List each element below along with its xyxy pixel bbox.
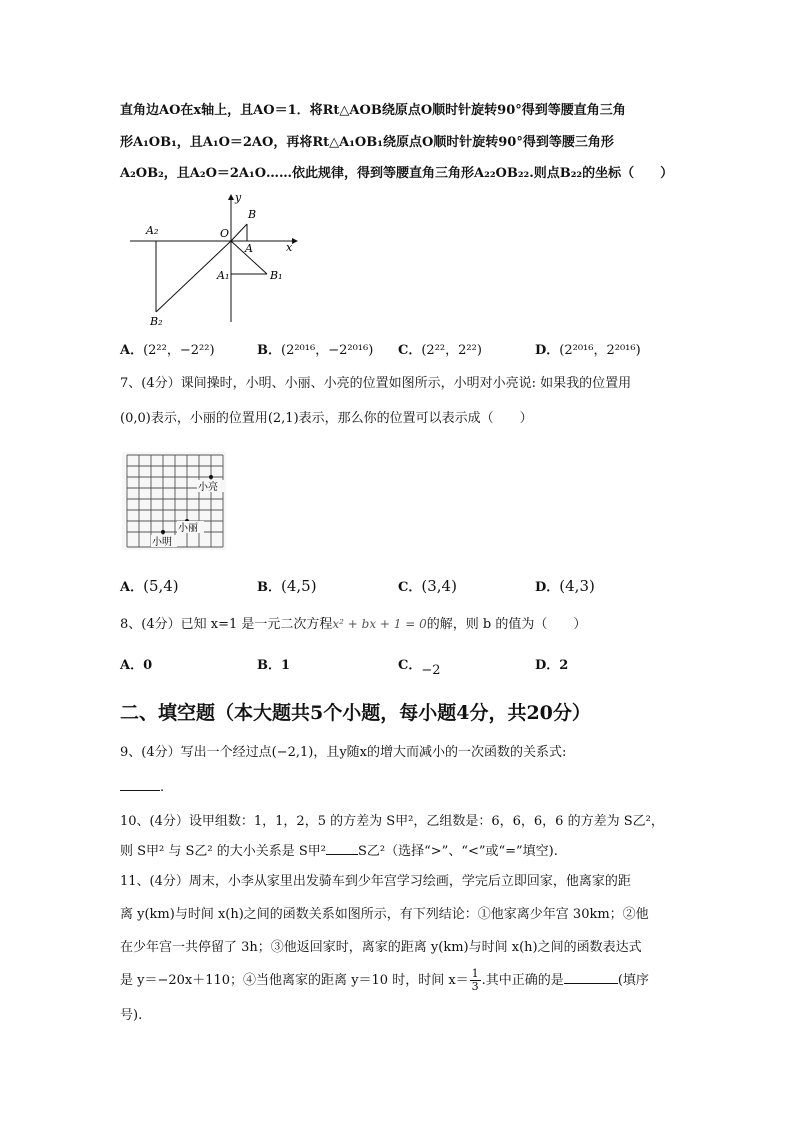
q8-equation: x² + bx + 1 = 0 bbox=[332, 617, 427, 631]
label-a: A bbox=[245, 242, 253, 255]
q8-option-d: D．2 bbox=[535, 658, 569, 673]
q6-option-c: C．(2²²，2²²) bbox=[398, 343, 482, 358]
q8-option-a: A．0 bbox=[120, 658, 153, 673]
q6-rotation-figure bbox=[120, 192, 310, 334]
q10-line-2: 则 S甲² 与 S乙² 的大小关系是 S甲² S乙²（选择“>”、“<”或“=”填空). bbox=[120, 844, 558, 859]
q9-answer-line: . bbox=[120, 778, 164, 798]
q7-option-c: C．(3,4) bbox=[398, 577, 457, 595]
q6-line-1: 直角边AO在x轴上，且AO＝1．将Rt△AOB绕原点O顺时针旋转90°得到等腰直角三角 bbox=[120, 103, 626, 118]
label-o: O bbox=[220, 227, 230, 240]
point-xiaoliang bbox=[209, 475, 213, 479]
q7-position-grid bbox=[122, 452, 226, 550]
q7-option-a: A．(5,4) bbox=[120, 577, 179, 595]
section-2-title: 二、填空题（本大题共5个小题，每小题4分，共20分） bbox=[120, 702, 591, 724]
q11-line-4: 是 y＝−20x＋110；④当他离家的距离 y＝10 时，时间 x＝ $\frac{1}{3}$ .其中正确的是 (填序 bbox=[120, 967, 649, 993]
q8-question: 8、(4分）已知 x=1 是一元二次方程x² + bx + 1 = 0的解，则 b 的值为（ ） bbox=[120, 617, 587, 632]
label-b2: B₂ bbox=[150, 315, 163, 328]
label-y: y bbox=[235, 192, 242, 204]
label-b: B bbox=[248, 208, 257, 221]
q6-option-b: B．(2²⁰¹⁶，−2²⁰¹⁶) bbox=[257, 343, 374, 358]
q11-line-5: 号). bbox=[120, 1008, 143, 1023]
label-xiaoliang: 小亮 bbox=[198, 482, 218, 493]
label-xiaoli: 小丽 bbox=[178, 523, 198, 534]
q6-line-3: A₂OB₂，且A₂O＝2A₁O……依此规律，得到等腰直角三角形A₂₂OB₂₂.则点B₂₂的坐标（ ） bbox=[120, 166, 674, 181]
q9-line-1: 9、(4分）写出一个经过点(−2,1)，且y随x的增大而减小的一次函数的关系式: bbox=[120, 745, 567, 760]
label-xiaoming: 小明 bbox=[152, 537, 172, 548]
segment-ob bbox=[231, 224, 247, 241]
q11-line-1: 11、(4分）周末，小李从家里出发骑车到少年宫学习绘画，学完后立即回家，他离家的距 bbox=[120, 874, 631, 889]
q7-line-2: (0,0)表示，小丽的位置用(2,1)表示，那么你的位置可以表示成（ ） bbox=[120, 411, 533, 426]
label-a1: A₁ bbox=[217, 269, 230, 282]
q6-line-2: 形A₁OB₁，且A₁O＝2AO，再将Rt△A₁OB₁绕原点O顺时针旋转90°得到等腰三角形 bbox=[120, 135, 614, 150]
label-x: x bbox=[286, 241, 293, 254]
q11-line-3: 在少年宫一共停留了 3h；③他返回家时，离家的距离 y(km)与时间 x(h)之间的函数表达式 bbox=[120, 940, 642, 955]
q7-option-d: D．(4,3) bbox=[535, 577, 595, 595]
q10-line-1: 10、(4分）设甲组数：1，1，2，5 的方差为 S甲²，乙组数是：6，6，6，6 的方差为 S乙²， bbox=[120, 814, 664, 829]
q10-answer-blank[interactable] bbox=[326, 842, 358, 855]
q9-answer-blank[interactable] bbox=[120, 778, 160, 791]
q8-option-c: C．−2 bbox=[398, 658, 441, 678]
q6-option-d: D．(2²⁰¹⁶，2²⁰¹⁶) bbox=[535, 343, 641, 358]
q8-option-b: B．1 bbox=[257, 658, 291, 673]
label-a2: A₂ bbox=[146, 224, 159, 237]
q11-line-2: 离 y(km)与时间 x(h)之间的函数关系如图所示，有下列结论：①他家离少年宫 30km；②他 bbox=[120, 907, 649, 922]
y-axis-arrow bbox=[228, 194, 234, 200]
label-b1: B₁ bbox=[270, 269, 283, 282]
q6-option-a: A．(2²²，−2²²) bbox=[120, 343, 215, 358]
q7-line-1: 7、(4分）课间操时，小明、小丽、小亮的位置如图所示，小明对小亮说: 如果我的位置用 bbox=[120, 376, 632, 391]
x-axis-arrow bbox=[292, 238, 298, 244]
q11-answer-blank[interactable] bbox=[564, 971, 618, 984]
fraction-one-third: $\frac{1}{3}$ bbox=[471, 967, 479, 993]
q7-option-b: B．(4,5) bbox=[257, 577, 317, 595]
point-xiaoming bbox=[161, 530, 165, 534]
